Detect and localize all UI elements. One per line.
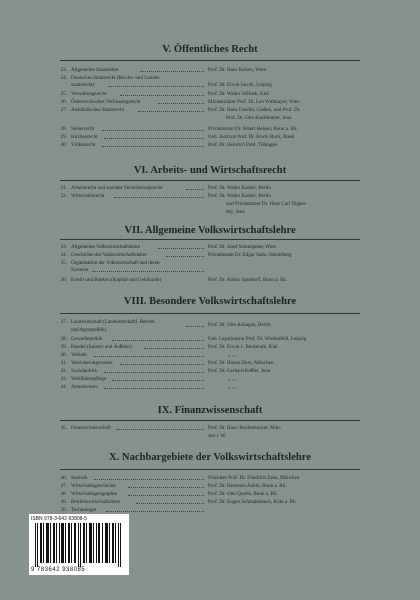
divider bbox=[60, 60, 360, 61]
section-vi bbox=[0, 165, 420, 177]
section-title: X. Nachbargebiete der Volkswirtschaftslehre bbox=[108, 452, 312, 463]
section-viii bbox=[0, 296, 420, 308]
section-title: IX. Finanzwissenschaft bbox=[157, 405, 263, 416]
back-cover-page: V. Öffentliches Recht 23. Allgemeine Staatslehre Prof. Dr. Hans Kelsen, Wien 24. Deutsches Staatsrecht (Reichs- und Landes- staatsrecht) Prof. Dr. Erwin Jacobi, Leipzig 25. Verwaltungsrecht Prof. Dr. Walter Jellinek, Kiel 26. Österreichisches Verfassungsrecht Ministerialrat Prof. Dr. Leo Wittmayer, Wien 27. Ausländisches Staatsrecht Prof. Dr. Hans Gmelin, Gießen, und Prof. Dr. Prof. Dr. Otto Koellreutter, Jena 28. Steuerrecht Privatdozent Dr. Albert Hensel, Bonn a. Rh. 29. Kirchenrecht Geh. Justizrat Prof. Dr. Erwin Ruck, Basel 30. Völkerrecht Prof. Dr. Heinrich Pohl, Tübingen VI. Arbeits- und Wirtschaftsrecht 31. Arbeitsrecht und soziales Versicherungsrecht Prof. Dr. Walter Kaskel, Berlin 32. Wirtschaftsrecht Prof. Dr. Walter Kaskel, Berlin und Privatdozent Dr. Hans Carl Nipper- dey, Jena VII. Allgemeine Volkswirtschaftslehre 33. Allgemeine Volkswirtschaftslehre Prof. Dr. Josef Schumpeter, Wien 34. Geschichte der Volkswirtschaftslehre Privatdozent Dr. Edgar Salin, Heidelberg 35. Organisation der Volkswirtschaft und deren Systeme 36. Kredit und Banken (Kapital und Geldmarkt) Prof. Dr. Arthur Spiethoff, Bonn a. Rh. VIII. Besondere Volkswirtschaftslehre 37. Landwirtschaft (Landwirtschaftl. Betrieb und Agrarpolitik) Prof. Dr. Otto Auhagen, Berlin 38. Gewerbepolitik Geh. Legationsrat Prof. Dr. Wiedenfeld, Leipzig 39. Handel (Innerer und Äußerer) Prof. Dr. Erwin v. Beckerath, Kiel 40. Verkehr „ „ „ 41. Versicherungswesen Prof. Dr. Hanns Dorn, München 42. Sozialpolitik Prof. Dr. Gerhard Keßler, Jena 43. Wohlfahrtspflege „ „ „ 44. Armenwesen „ „ „ IX. Finanzwissenschaft 45. Finanzwissenschaft Prof. Dr. Hans Teschemacher, Mün- ster i. W. X. Nachbargebiete der Volkswirtschaftslehre 46. Statistik Präsident Prof. Dr. Friedrich Zahn, München 47. Wirtschaftsgeschichte Prof. Dr. Hermann Aubin, Bonn a. Rh. 48. Wirtschaftsgeographie Prof. Dr. Otto Quelle, Bonn a. Rh. 49. Betriebswirtschaftslehre Prof. Dr. Eugen Schmalenbach, Köln a. Rh. 50. Technologie ISBN 978-3-642-93808-5 9 783642 938085 bbox=[0, 0, 420, 600]
section-title: VI. Arbeits- und Wirtschaftsrecht bbox=[133, 165, 287, 176]
barcode-digits: 9 783642 938085 bbox=[31, 567, 86, 573]
divider bbox=[60, 420, 360, 421]
section-v bbox=[0, 44, 420, 56]
section-vii bbox=[0, 225, 420, 237]
section-title: V. Öffentliches Recht bbox=[162, 44, 258, 55]
divider bbox=[60, 469, 360, 470]
barcode-icon bbox=[35, 523, 123, 567]
section-title: VIII. Besondere Volkswirtschaftslehre bbox=[123, 296, 297, 307]
section-title: VII. Allgemeine Volkswirtschaftslehre bbox=[124, 225, 296, 236]
divider bbox=[60, 313, 360, 314]
section-ix bbox=[0, 405, 420, 417]
isbn-label: ISBN 978-3-642-93808-5 bbox=[31, 516, 87, 522]
divider bbox=[60, 180, 360, 181]
section-x bbox=[0, 452, 420, 464]
isbn-barcode-box bbox=[29, 514, 129, 575]
divider bbox=[60, 239, 360, 240]
